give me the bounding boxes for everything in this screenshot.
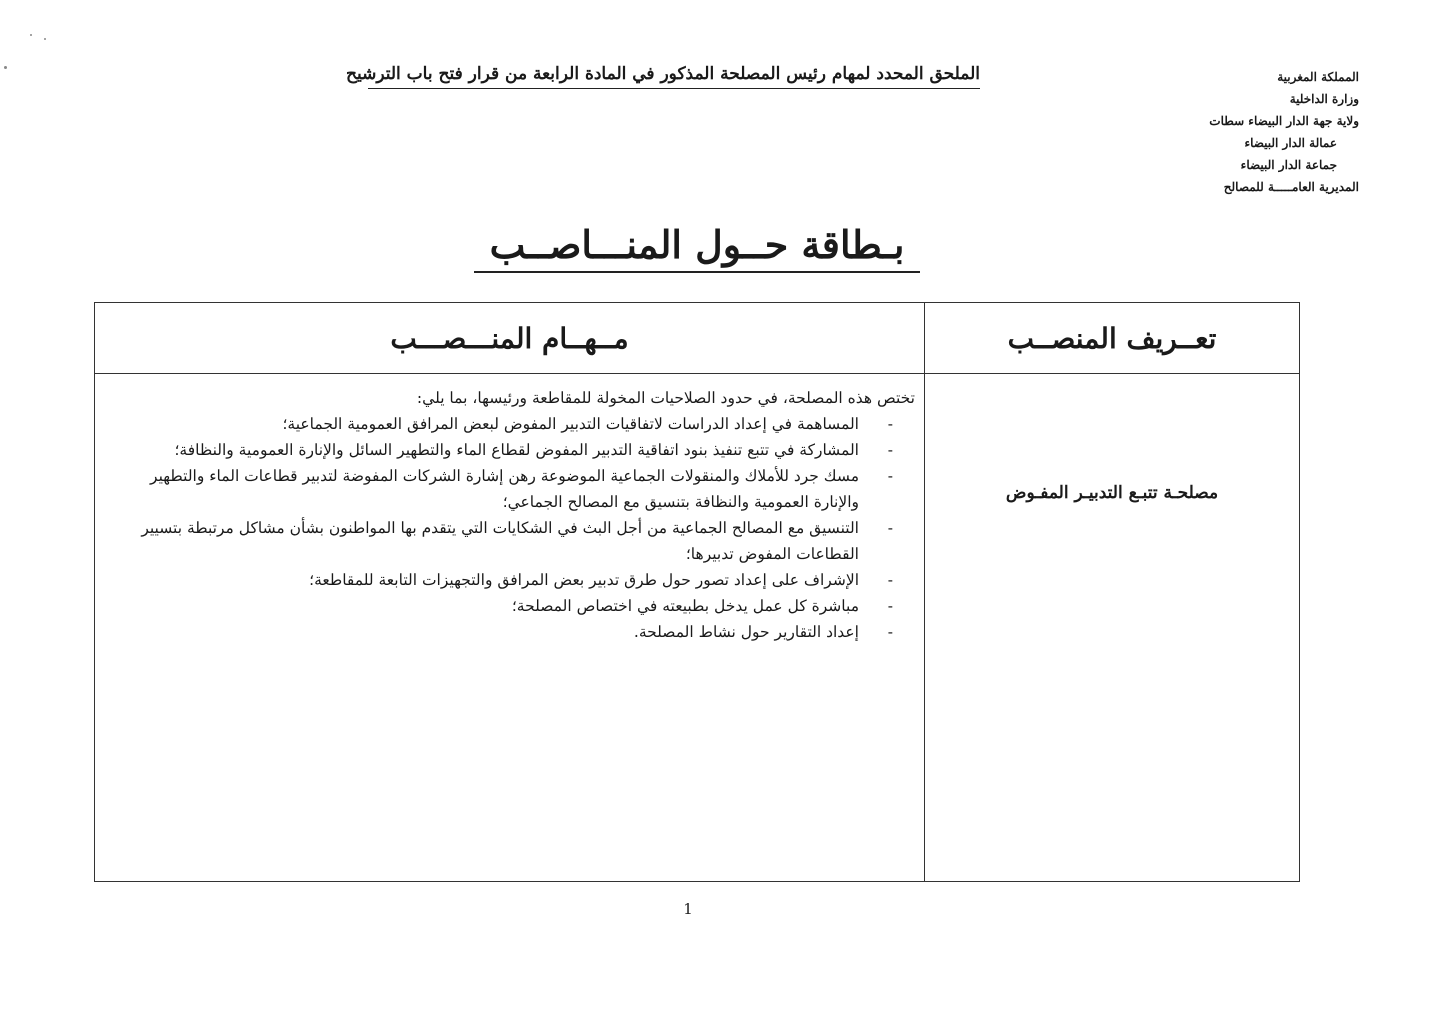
task-text: المشاركة في تتبع تنفيذ بنود اتفاقية التدبير المفوض لقطاع الماء والتطهير السائل والإنارة العمومية والنظافة؛ bbox=[174, 441, 859, 459]
tasks-column-header: مــهــام المنـــصـــب bbox=[390, 321, 629, 355]
task-text: التنسيق مع المصالح الجماعية من أجل البث في الشكايات التي يتقدم بها المواطنون بشأن مشاكل مرتبطة بتسيير القطاعات المفوض تدبيرها؛ bbox=[141, 519, 859, 563]
bullet-dash: - bbox=[887, 623, 893, 641]
org-directorate: المديرية العامـــــة للمصالح bbox=[1223, 180, 1359, 194]
org-kingdom: المملكة المغربية bbox=[1277, 70, 1359, 84]
task-text: الإشراف على إعداد تصور حول طرق تدبير بعض المرافق والتجهيزات التابعة للمقاطعة؛ bbox=[309, 571, 859, 589]
task-item bbox=[125, 437, 915, 463]
page-number: 1 bbox=[683, 900, 693, 918]
task-list bbox=[125, 411, 915, 645]
definition-column-header: تعــريف المنصــب bbox=[1007, 321, 1217, 355]
bullet-dash: - bbox=[887, 441, 893, 459]
task-item bbox=[125, 515, 915, 567]
task-item bbox=[125, 567, 915, 593]
organization-header bbox=[1184, 66, 1359, 198]
bullet-dash: - bbox=[887, 597, 893, 615]
task-text: مباشرة كل عمل يدخل بطبيعته في اختصاص المصلحة؛ bbox=[511, 597, 859, 615]
annex-title: الملحق المحدد لمهام رئيس المصلحة المذكور في المادة الرابعة من قرار فتح باب الترشيح bbox=[368, 64, 980, 89]
page-title: بـطاقة حــول المنـــاصــب bbox=[474, 222, 920, 273]
scan-speck bbox=[44, 38, 46, 40]
task-item bbox=[125, 619, 915, 645]
bullet-dash: - bbox=[887, 571, 893, 589]
bullet-dash: - bbox=[887, 519, 893, 537]
task-text: المساهمة في إعداد الدراسات لاتفاقيات التدبير المفوض لبعض المرافق العمومية الجماعية؛ bbox=[282, 415, 859, 433]
tasks-intro: تختص هذه المصلحة، في حدود الصلاحيات المخولة للمقاطعة ورئيسها، بما يلي: bbox=[416, 389, 915, 407]
scan-speck bbox=[4, 66, 7, 69]
task-item bbox=[125, 463, 915, 515]
org-wilaya: ولاية جهة الدار البيضاء سطات bbox=[1209, 114, 1359, 128]
org-ministry: وزارة الداخلية bbox=[1289, 92, 1359, 106]
bullet-dash: - bbox=[887, 415, 893, 433]
bullet-dash: - bbox=[887, 467, 893, 485]
task-item bbox=[125, 593, 915, 619]
header-row-divider bbox=[95, 373, 1299, 374]
task-item bbox=[125, 411, 915, 437]
scan-speck bbox=[30, 34, 32, 36]
position-tasks bbox=[125, 385, 915, 645]
task-text: إعداد التقارير حول نشاط المصلحة. bbox=[633, 623, 859, 641]
task-text: مسك جرد للأملاك والمنقولات الجماعية الموضوعة رهن إشارة الشركات المفوضة لتدبير قطاعات الماء والتطهير والإنارة العمومية والنظافة بتنسيق مع المصالح الجماعي؛ bbox=[150, 467, 859, 511]
org-prefecture: عمالة الدار البيضاء bbox=[1244, 136, 1337, 150]
org-commune: جماعة الدار البيضاء bbox=[1240, 158, 1337, 172]
position-definition: مصلحـة تتبـع التدبيـر المفـوض bbox=[1005, 483, 1219, 503]
job-card-table bbox=[94, 302, 1300, 882]
column-divider bbox=[924, 303, 925, 881]
